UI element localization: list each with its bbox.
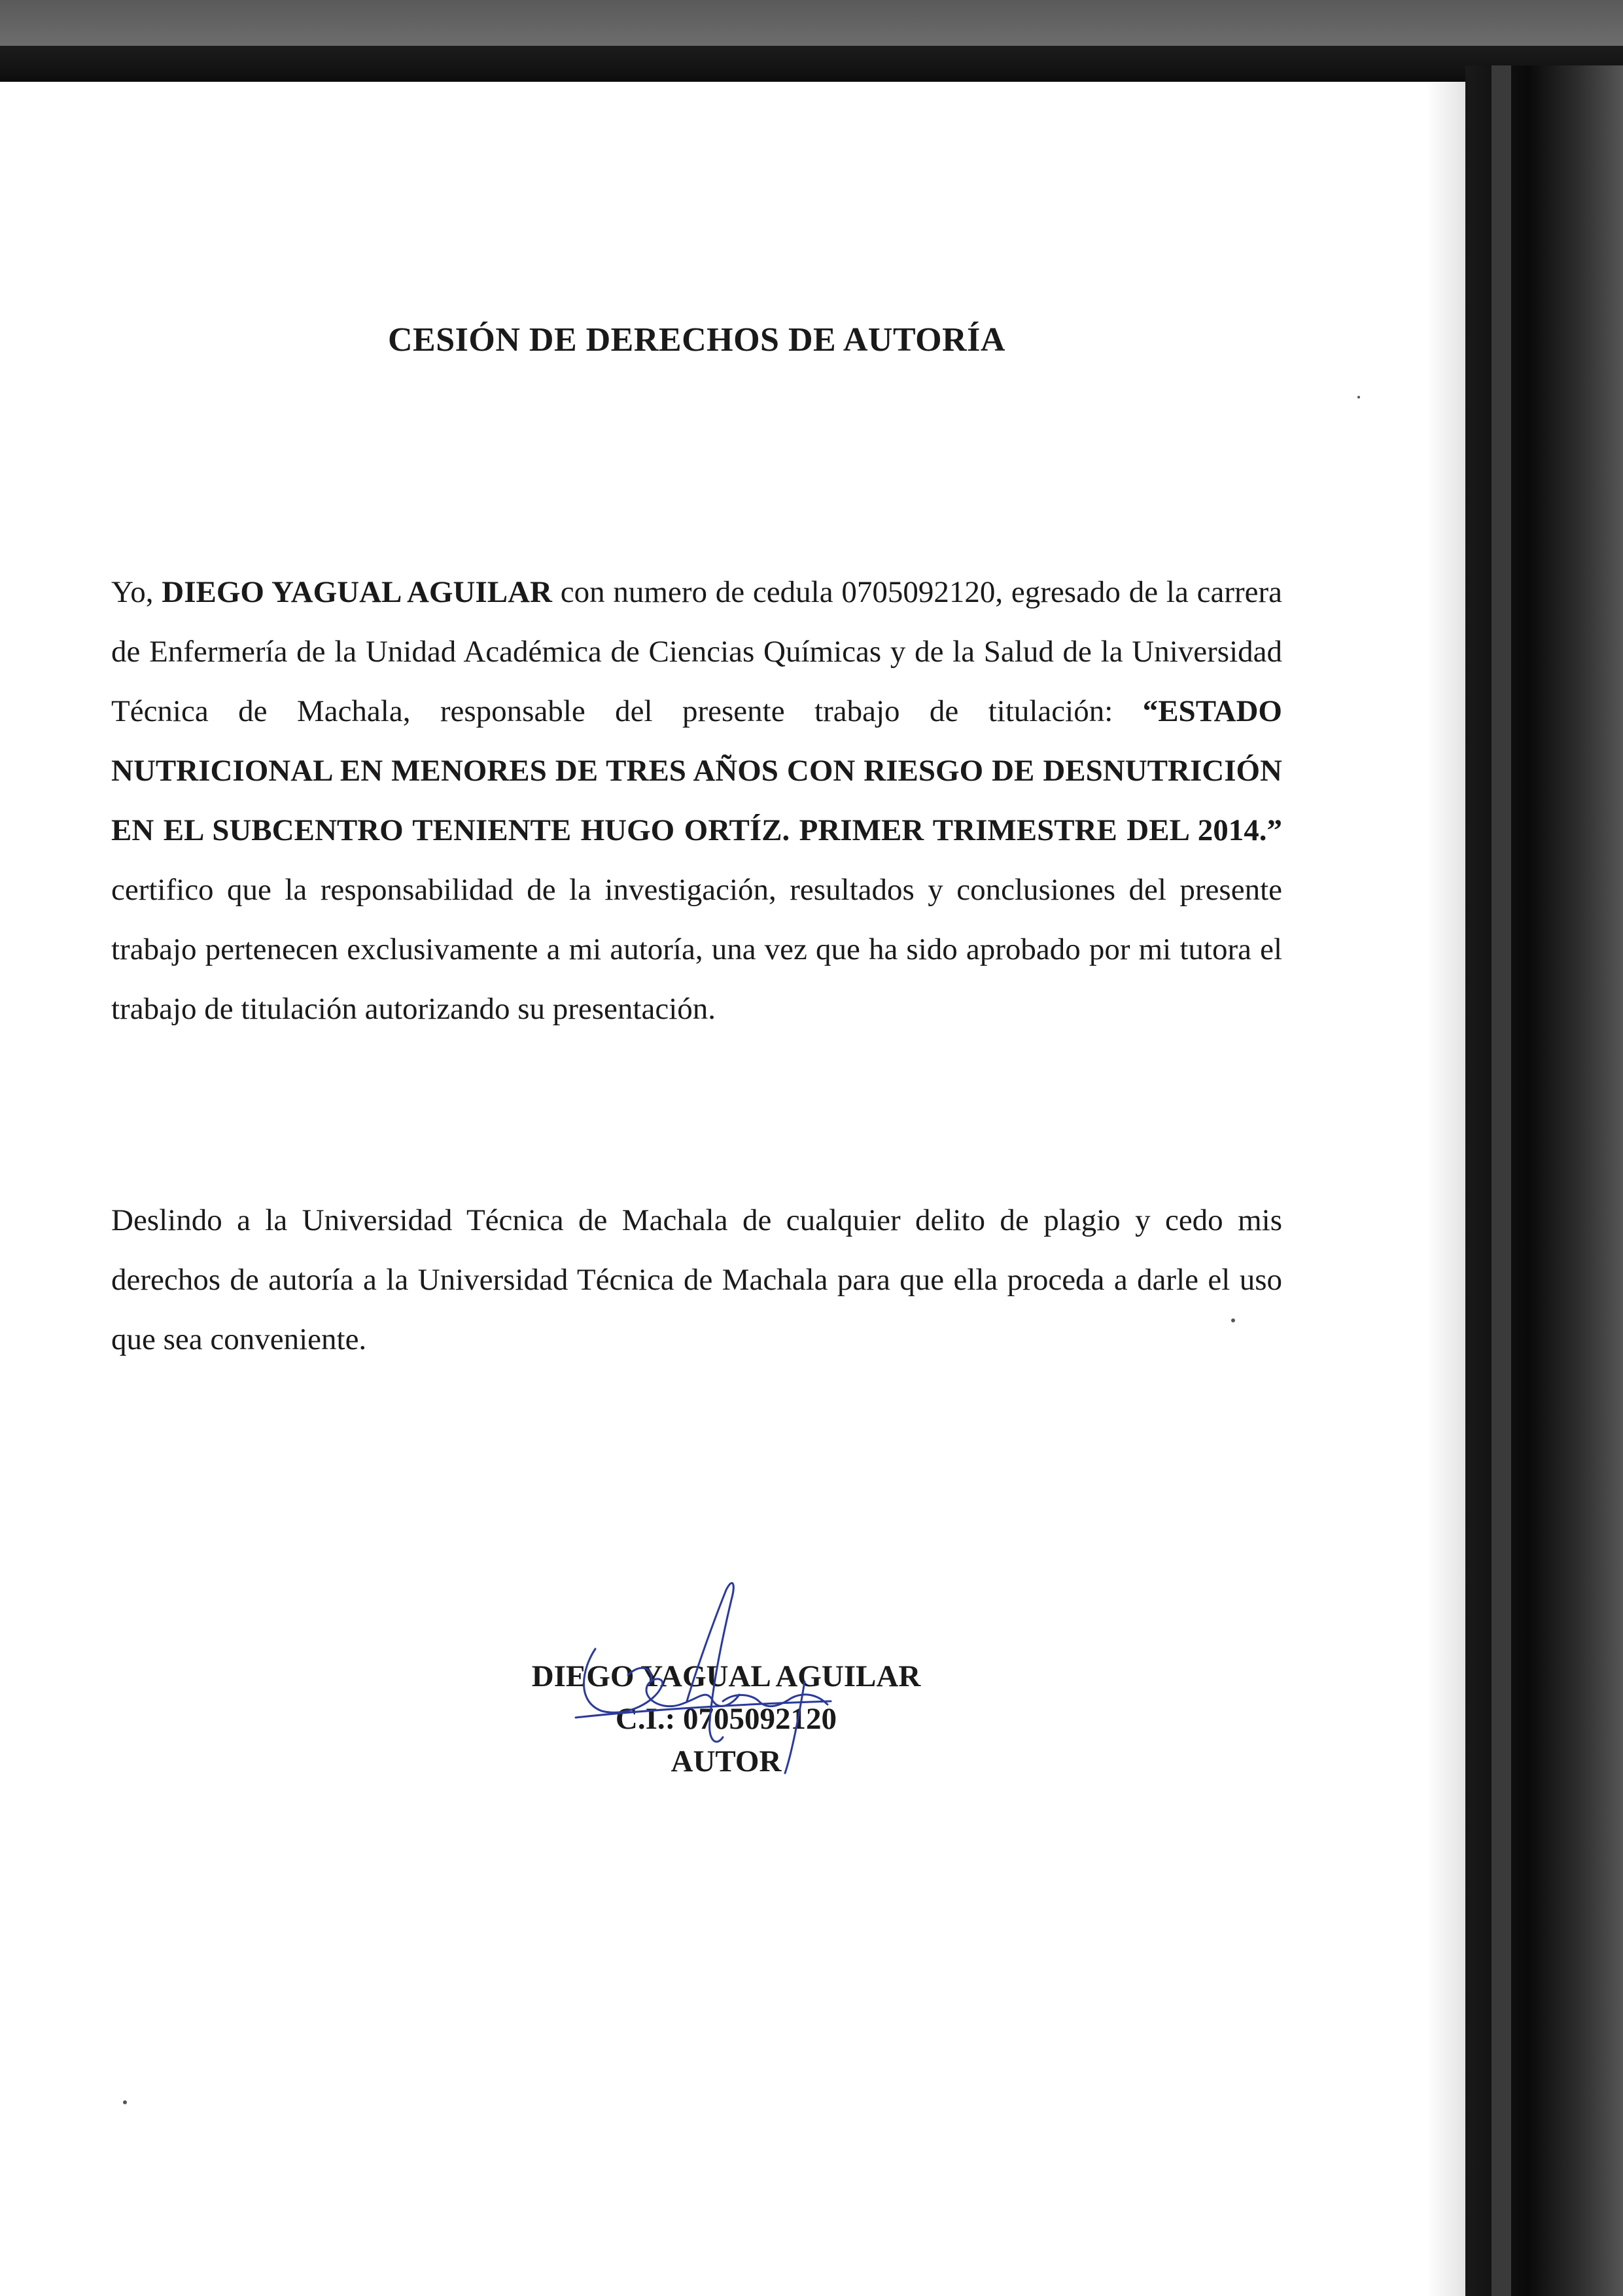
document-page (0, 82, 1465, 2296)
binder-right-spine (1492, 65, 1511, 2296)
binder-right-edge (1465, 65, 1623, 2296)
waiver-paragraph: Deslindo a la Universidad Técnica de Machala de cualquier delito de plagio y cedo mis derechos de autoría a la Universidad Técnica de Machala para que ella proceda a darle el uso que sea conveniente. (111, 1203, 1282, 1356)
author-name: DIEGO YAGUAL AGUILAR (162, 575, 552, 609)
handwritten-signature (556, 1570, 857, 1780)
signer-name: DIEGO YAGUAL AGUILAR (531, 1659, 921, 1693)
signer-role: AUTOR (671, 1744, 782, 1778)
declaration-text-a: con numero de cedula 0705092120, egresado de la carrera de Enfermería de la Unidad Académica de Ciencias Químicas y de la Salud de la Universidad Técnica de Machala, responsable del presente trabajo de titulación: (111, 575, 1282, 728)
scan-speck (1231, 1318, 1235, 1322)
declaration-paragraph (111, 563, 1282, 1039)
scan-speck (123, 2100, 127, 2104)
intro-text: Yo, (111, 575, 162, 609)
document-title: CESIÓN DE DERECHOS DE AUTORÍA (388, 321, 1005, 359)
signer-id: C.I.: 0705092120 (615, 1702, 837, 1736)
page-edge-shade (1426, 82, 1465, 2296)
thesis-title: “ESTADO NUTRICIONAL EN MENORES DE TRES AÑOS CON RIESGO DE DESNUTRICIÓN EN EL SUBCENTRO TENIENTE HUGO ORTÍZ. PRIMER TRIMESTRE DEL 2014.” (111, 694, 1282, 847)
declaration-text-b: certifico que la responsabilidad de la investigación, resultados y conclusiones del presente trabajo pertenecen exclusivamente a mi autoría, una vez que ha sido aprobado por mi tutora el trabajo de titulación autorizando su presentación. (111, 873, 1282, 1026)
scan-speck (1357, 396, 1360, 398)
